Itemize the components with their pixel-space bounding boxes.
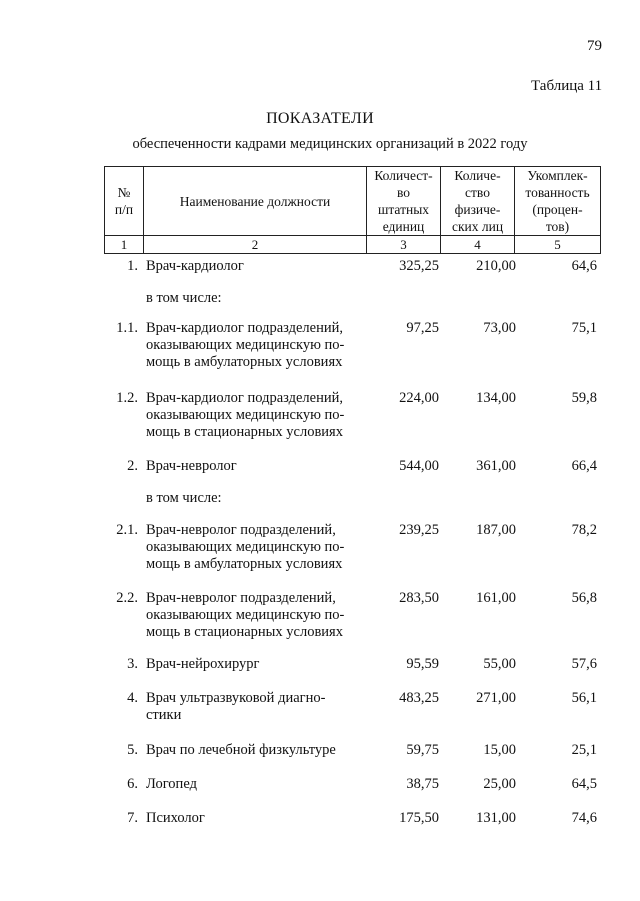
position-name-line: Врач по лечебной физкультуре <box>146 742 336 758</box>
staffing-rate-value: 74,6 <box>571 810 597 826</box>
individuals-value: 134,00 <box>476 390 516 406</box>
row-number: 2.2. <box>116 590 138 606</box>
header-staffing-rate: Укомплек- тованность (процен- тов) <box>515 167 601 236</box>
position-name-line: оказывающих медицинскую по- <box>146 407 345 423</box>
individuals-value: 15,00 <box>483 742 516 758</box>
staff-units-value: 95,59 <box>406 656 439 672</box>
individuals-value: 161,00 <box>476 590 516 606</box>
row-number: 4. <box>127 690 138 706</box>
position-name <box>146 656 361 673</box>
individuals-value: 361,00 <box>476 458 516 474</box>
staffing-rate-value: 57,6 <box>571 656 597 672</box>
position-name-line: Врач-кардиолог <box>146 258 244 274</box>
staffing-rate-value: 66,4 <box>571 458 597 474</box>
row-number: 2. <box>127 458 138 474</box>
position-name <box>146 522 361 573</box>
position-name-line: мощь в амбулаторных условиях <box>146 556 343 572</box>
position-name-line: оказывающих медицинскую по- <box>146 337 345 353</box>
row-number: 1.2. <box>116 390 138 406</box>
position-name-line: стики <box>146 707 182 723</box>
staff-units-value: 224,00 <box>399 390 439 406</box>
position-name <box>146 390 361 441</box>
position-name <box>146 742 361 759</box>
individuals-value: 271,00 <box>476 690 516 706</box>
position-name-line: мощь в амбулаторных условиях <box>146 354 343 370</box>
staffing-rate-value: 25,1 <box>571 742 597 758</box>
column-number: 2 <box>144 236 367 254</box>
position-name-line: Врач-кардиолог подразделений, <box>146 390 343 406</box>
individuals-value: 73,00 <box>483 320 516 336</box>
header-number: № п/п <box>105 167 144 236</box>
header-position-name: Наименование должности <box>144 167 367 236</box>
column-number: 5 <box>515 236 601 254</box>
subheading-text: в том числе: <box>146 290 222 306</box>
position-name-line: Врач-невролог <box>146 458 237 474</box>
position-name-line: оказывающих медицинскую по- <box>146 539 345 555</box>
staff-units-value: 483,25 <box>399 690 439 706</box>
position-name-line: оказывающих медицинскую по- <box>146 607 345 623</box>
table-label: Таблица 11 <box>531 78 603 94</box>
position-name-line: Врач ультразвуковой диагно- <box>146 690 326 706</box>
position-name <box>146 590 361 641</box>
position-name <box>146 690 361 724</box>
column-number: 4 <box>441 236 515 254</box>
individuals-value: 187,00 <box>476 522 516 538</box>
position-name <box>146 258 361 275</box>
row-number: 5. <box>127 742 138 758</box>
individuals-value: 131,00 <box>476 810 516 826</box>
column-number: 1 <box>105 236 144 254</box>
staff-units-value: 325,25 <box>399 258 439 274</box>
page-number: 79 <box>587 38 602 54</box>
individuals-value: 55,00 <box>483 656 516 672</box>
staffing-rate-value: 56,1 <box>571 690 597 706</box>
row-number: 1.1. <box>116 320 138 336</box>
staffing-rate-value: 64,6 <box>571 258 597 274</box>
staff-units-value: 97,25 <box>406 320 439 336</box>
position-name-line: Психолог <box>146 810 205 826</box>
staffing-rate-value: 75,1 <box>571 320 597 336</box>
position-name-line: Врач-нейрохирург <box>146 656 260 672</box>
staffing-rate-value: 56,8 <box>571 590 597 606</box>
staff-units-value: 38,75 <box>406 776 439 792</box>
row-number: 3. <box>127 656 138 672</box>
row-number: 6. <box>127 776 138 792</box>
staff-units-value: 283,50 <box>399 590 439 606</box>
document-title: ПОКАЗАТЕЛИ <box>266 110 374 127</box>
position-name-line: мощь в стационарных условиях <box>146 424 343 440</box>
staff-units-value: 239,25 <box>399 522 439 538</box>
individuals-value: 25,00 <box>483 776 516 792</box>
staff-units-value: 59,75 <box>406 742 439 758</box>
position-name-line: Врач-кардиолог подразделений, <box>146 320 343 336</box>
header-staff-units: Количест- во штатных единиц <box>367 167 441 236</box>
staffing-rate-value: 78,2 <box>571 522 597 538</box>
position-name-line: мощь в стационарных условиях <box>146 624 343 640</box>
position-name <box>146 810 361 827</box>
column-number: 3 <box>367 236 441 254</box>
position-name <box>146 776 361 793</box>
staffing-rate-value: 59,8 <box>571 390 597 406</box>
row-number: 1. <box>127 258 138 274</box>
subheading-text: в том числе: <box>146 490 222 506</box>
row-number: 7. <box>127 810 138 826</box>
header-individuals: Количе- ство физиче- ских лиц <box>441 167 515 236</box>
staff-units-value: 175,50 <box>399 810 439 826</box>
individuals-value: 210,00 <box>476 258 516 274</box>
position-name-line: Логопед <box>146 776 197 792</box>
staff-units-value: 544,00 <box>399 458 439 474</box>
position-name <box>146 458 361 475</box>
position-name-line: Врач-невролог подразделений, <box>146 522 336 538</box>
position-name-line: Врач-невролог подразделений, <box>146 590 336 606</box>
table-header <box>104 166 601 254</box>
document-subtitle: обеспеченности кадрами медицинских организаций в 2022 году <box>132 136 528 152</box>
position-name <box>146 320 361 371</box>
row-number: 2.1. <box>116 522 138 538</box>
staffing-rate-value: 64,5 <box>571 776 597 792</box>
